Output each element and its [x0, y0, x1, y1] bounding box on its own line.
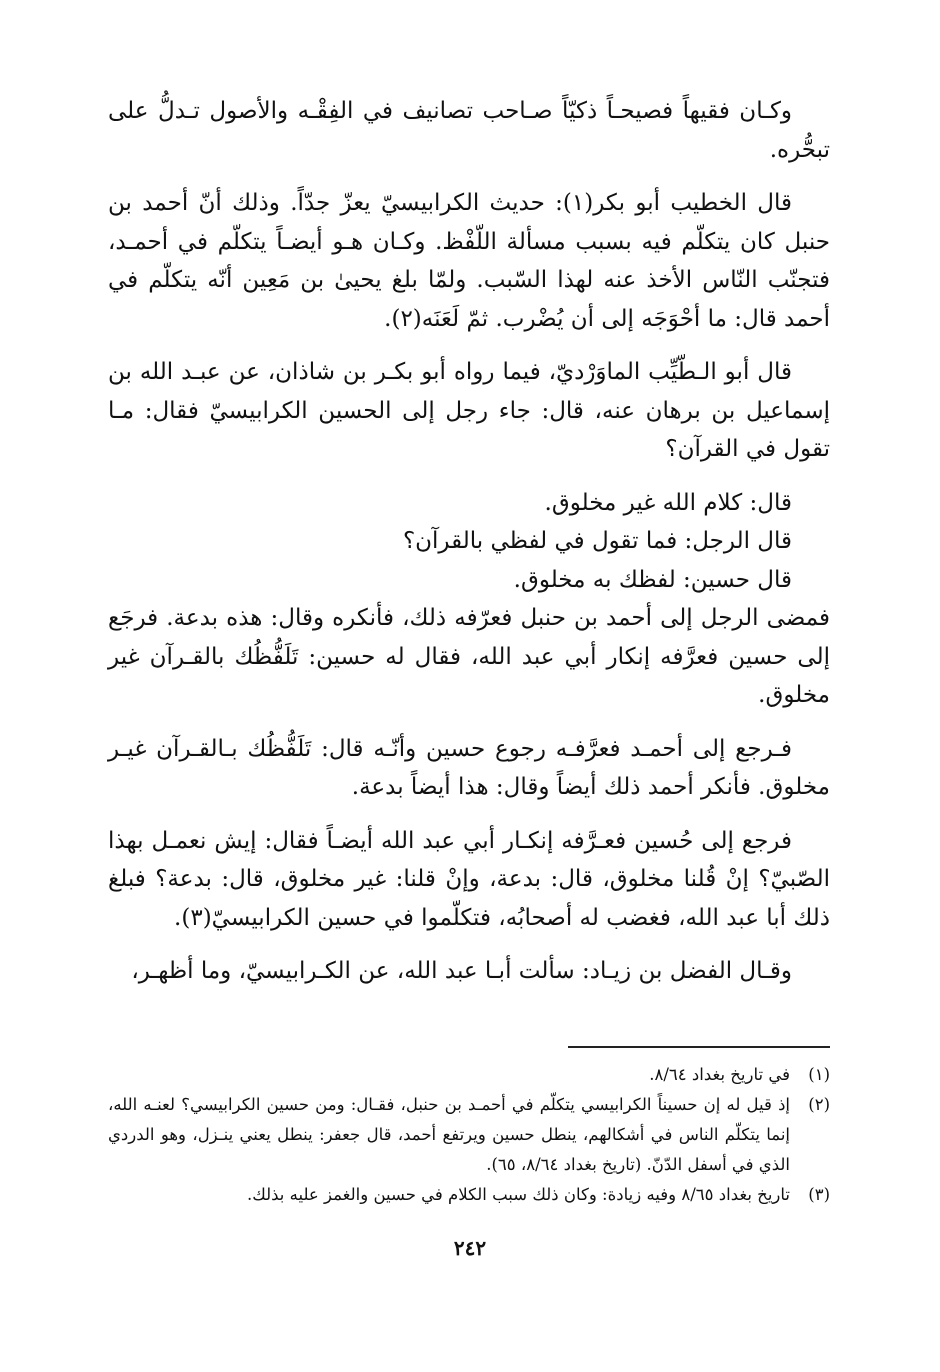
- page-number: ٢٤٢: [453, 1236, 487, 1260]
- paragraph-2: قال الخطيب أبو بكر(١): حديث الكرابيسيّ يعزّ جدّاً. وذلك أنّ أحمد بن حنبل كان يتكلّم فيه بسبب مسألة اللّفْظ. وكـان هـو أيضـاً يتكلّم في أحمـد، فتجنّب النّاس الأخذ عنه لهذا السّبب. ولمّا بلغ يحيىٰ بن مَعِين أنّه يتكلّم في أحمد قال: ما أحْوَجَه إلى أن يُضْرب. ثمّ لَعَنَه(٢).: [108, 190, 830, 332]
- footnote-2: [108, 1090, 830, 1180]
- dialogue-line-3: قال حسين: لفظك به مخلوق.: [513, 566, 792, 593]
- footnote-number: (٣): [808, 1185, 830, 1204]
- paragraph-7: وقـال الفضل بن زيـاد: سألت أبـا عبد الله، عن الكـرابيسيّ، وما أظهـر،: [131, 958, 792, 984]
- dialogue-line-2: قال الرجل: فما تقول في لفظي بالقرآن؟: [402, 528, 792, 554]
- footnote-3: [108, 1180, 830, 1210]
- footnote-number: (٢): [808, 1095, 830, 1114]
- paragraph-4: فمضى الرجل إلى أحمد بن حنبل فعرّفه ذلك، فأنكره وقال: هذه بدعة. فرجَع إلى حسين فعرَّفه إنكار أبي عبد الله، فقال له حسين: تَلَفُّظُك بالقـرآن غير مخلوق.: [108, 605, 830, 708]
- main-text: [108, 92, 830, 1006]
- footnote-1: [108, 1060, 830, 1090]
- footnotes: [108, 1060, 830, 1210]
- footnote-number: (١): [808, 1065, 830, 1084]
- paragraph-5: فـرجع إلى أحمـد فعرَّفـه رجوع حسين وأنّـه قال: تَلَفُّظُك بـالقـرآن غيـر مخلوق. فأنكر أحمد ذلك أيضاً وقال: هذا أيضاً بدعة.: [108, 735, 830, 800]
- paragraph-3: قال أبو الـطّيِّب الماوَرْديّ، فيما رواه أبو بكـر بن شاذان، عن عبـد الله بن إسماعيل بن برهان عنه، قال: جاء رجل إلى الحسين الكرابيسيّ فقال: مـا تقول في القرآن؟: [108, 359, 830, 462]
- paragraph-1: وكـان فقيهاً فصيحـاً ذكيّاً صـاحب تصانيف في الفِقْـه والأصول تـدلُّ على تبحُّره.: [108, 98, 830, 163]
- footnote-text: إذ قيل له إن حسيناً الكرابيسي يتكلّم في أحمـد بن حنبل، فقـال: ومن حسين الكرابيسي؟ لعنـه الله، إنما يتكلّم الناس في أشكالهم، ينطل حسين ويرتفع أحمد، قال جعفر: ينطل يعني ينـزل، وهو الدردي الذي في أسفل الدّنّ. (تاريخ بغداد ٨/٦٤، ٦٥).: [108, 1095, 790, 1174]
- dialogue-line-1: قال: كلام الله غير مخلوق.: [544, 489, 792, 516]
- footnote-text: تاريخ بغداد ٨/٦٥ وفيه زيادة: وكان ذلك سبب الكلام في حسين والغمز عليه بذلك.: [246, 1185, 790, 1204]
- paragraph-6: فرجع إلى حُسين فعـرَّفه إنكـار أبي عبد الله أيضـاً فقال: إيش نعمـل بهذا الصّبيّ؟ إنْ قُلنا مخلوق، قال: بدعة، وإنْ قلنا: غير مخلوق، قال: بدعة؟ فبلغ ذلك أبا عبد الله، فغضب له أصحابُه، فتكلّموا في حسين الكرابيسيّ(٣).: [108, 827, 830, 931]
- footnote-text: في تاريخ بغداد ٨/٦٤.: [649, 1065, 790, 1084]
- footnote-divider: [568, 1046, 830, 1048]
